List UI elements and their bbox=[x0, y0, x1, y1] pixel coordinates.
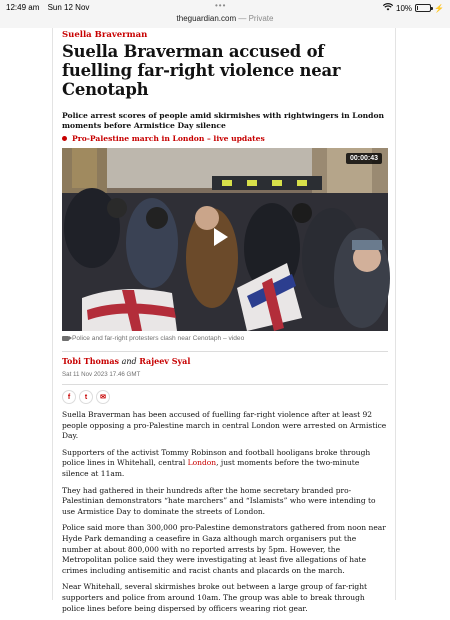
battery-fill bbox=[417, 6, 418, 10]
video-caption-text: Police and far-right protesters clash near Cenotaph – video bbox=[72, 335, 245, 342]
email-icon: ✉ bbox=[100, 394, 106, 401]
video-caption bbox=[62, 335, 388, 342]
body-paragraph bbox=[62, 448, 388, 480]
body-paragraph-text: Supporters of the activist Tommy Robinson and football hooligans broke through police lines in Whitehall, central bbox=[62, 447, 371, 468]
share-buttons bbox=[62, 390, 388, 404]
body-paragraph: They had gathered in their hundreds after the home secretary branded pro-Palestinian demonstrators “hate marchers” and “Islamists” who were intending to use Armistice Day to dominate the streets of London. bbox=[62, 485, 376, 516]
article-page bbox=[0, 28, 450, 613]
twitter-share-button[interactable] bbox=[79, 390, 93, 404]
live-updates-label: Pro-Palestine march in London – live updates bbox=[72, 134, 265, 143]
right-column-rule bbox=[395, 28, 396, 600]
left-column-rule bbox=[52, 28, 53, 600]
body-paragraph: Police said more than 300,000 pro-Palestine demonstrators gathered from noon near Hyde Park demanding a ceasefire in Gaza although march organisers put the number at about 800,000 with no reported arrests by 5pm. However, the Metropolitan police said they were investigating at least five allegations of hate crimes including antisemitic and racist chants and placards on the march. bbox=[62, 523, 386, 575]
status-indicators bbox=[383, 3, 444, 13]
byline-divider bbox=[62, 351, 388, 352]
video-player[interactable] bbox=[62, 148, 388, 331]
article-dateline[interactable]: Sat 11 Nov 2023 17.46 GMT bbox=[62, 371, 141, 378]
facebook-share-button[interactable] bbox=[62, 390, 76, 404]
battery-icon bbox=[415, 4, 431, 12]
author-link-2[interactable]: Rajeev Syal bbox=[139, 356, 191, 366]
status-date: Sun 12 Nov bbox=[47, 3, 90, 12]
live-updates-link[interactable] bbox=[62, 134, 388, 143]
body-paragraph-text: , just moments before the two-minute silence at 11am. bbox=[62, 458, 360, 478]
status-time: 12:49 am bbox=[6, 3, 40, 12]
charging-icon: ⚡ bbox=[434, 3, 444, 13]
live-dot-icon bbox=[62, 136, 67, 141]
london-link[interactable]: London bbox=[187, 458, 217, 468]
email-share-button[interactable] bbox=[96, 390, 110, 404]
author-link-1[interactable]: Tobi Thomas bbox=[62, 356, 120, 366]
article-content bbox=[62, 28, 388, 620]
byline-and: and bbox=[119, 357, 140, 366]
multitask-dots-icon[interactable]: ••• bbox=[215, 1, 227, 10]
video-duration: 00:00:43 bbox=[346, 153, 382, 164]
video-camera-icon bbox=[62, 336, 69, 341]
body-paragraph: Suella Braverman has been accused of fuelling far-right violence after at least 92 people opposing a pro-Palestine march in central London were arrested on Armistice Day. bbox=[62, 410, 387, 441]
article-kicker[interactable]: Suella Braverman bbox=[62, 30, 148, 40]
wifi-icon bbox=[383, 3, 393, 13]
twitter-icon: t bbox=[84, 393, 88, 401]
private-mode-label: Private bbox=[248, 14, 274, 23]
article-standfirst: Police arrest scores of people amid skirmishes with rightwingers in London moments before Armistice Day silence bbox=[62, 111, 385, 130]
status-time-date bbox=[6, 3, 95, 12]
battery-percent: 10% bbox=[396, 3, 413, 13]
body-paragraph: Near Whitehall, several skirmishes broke out between a large group of far-right supporters and police from around 10am. The group was able to break through police lines before being dispersed by officers wearing riot gear. bbox=[62, 582, 368, 613]
play-icon[interactable] bbox=[214, 228, 228, 246]
url-bar[interactable] bbox=[0, 14, 450, 28]
dateline-divider bbox=[62, 384, 388, 385]
article-headline: Suella Braverman accused of fuelling far-right violence near Cenotaph bbox=[62, 42, 341, 99]
url-separator: — bbox=[236, 14, 249, 23]
url-domain: theguardian.com bbox=[176, 14, 237, 23]
article-body bbox=[62, 410, 388, 614]
facebook-icon: f bbox=[67, 393, 71, 401]
article-byline bbox=[62, 356, 388, 366]
